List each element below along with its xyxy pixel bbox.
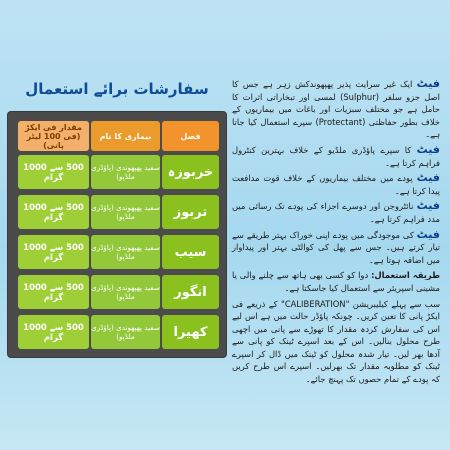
header-crop: فصل — [162, 121, 219, 151]
row-dose: 500 سے 1000 گرام — [18, 275, 89, 309]
row-dose: 500 سے 1000 گرام — [18, 235, 89, 269]
description-text — [232, 78, 440, 398]
paragraph-calibration: سب سے پہلے کیلیبریشن "CALIBERATION" کے ذریعے فی ایکڑ پانی کا تعین کریں۔ چونکہ پاؤڈر حالت میں ہے اس لیے اس کی سفارش کردہ مقدار کا تھوڑے سے پانی میں اچھی طرح محلول بنالیں۔ اس کے بعد اسپرے ٹینک کو پانی سے آدھا بھر لیں۔ تیار شدہ محلول کو ٹینک میں ڈال کر اسپرے ٹینک کو مطلوبہ مقدار تک بھرلیں۔ اسپرے اس طرح کریں کہ پودے کے تمام حصوں تک پہنچ جائے۔ — [232, 298, 440, 385]
table-title: سفارشات برائے استعمال — [25, 80, 209, 98]
paragraph-method: طریقہ استعمال: دوا کو کسی بھی ہاتھ سے چلنے والی یا مشینی اسپریئر سے استعمال کیا جاسکتا ہے۔ — [232, 270, 440, 293]
row-crop: کھیرا — [162, 315, 219, 349]
row-crop: خربوزہ — [162, 155, 219, 189]
row-disease: سفید پھپھوندی (پاؤڈری ملڈیو) — [91, 315, 160, 349]
paragraph-control: فیٹ کا سپرے پاؤڈری ملڈیو کے خلاف بہترین کنٹرول فراہم کرتا ہے۔ — [232, 142, 440, 168]
row-disease: سفید پھپھوندی (پاؤڈری ملڈیو) — [91, 155, 160, 189]
row-disease: سفید پھپھوندی (پاؤڈری ملڈیو) — [91, 235, 160, 269]
row-disease: سفید پھپھوندی (پاؤڈری ملڈیو) — [91, 195, 160, 229]
paragraph-intro: فیٹ ایک غیر سرایت پذیر پھپھوندکش زہر ہے جس کا اصل جزو سلفر (Sulphur) لمسی اور تبخاراتی اثرات کا حامل ہے جو مختلف سبزیات اور باغات میں بیماریوں کے خلاف بطور حفاظتی (Protectant) سپرے استعمال کیا جاتا ہے۔ — [232, 77, 440, 140]
header-disease: بیماری کا نام — [91, 121, 160, 151]
row-dose: 500 سے 1000 گرام — [18, 195, 89, 229]
row-crop: سیب — [162, 235, 219, 269]
row-disease: سفید پھپھوندی (پاؤڈری ملڈیو) — [91, 275, 160, 309]
row-crop: تربوز — [162, 195, 219, 229]
row-dose: 500 سے 1000 گرام — [18, 315, 89, 349]
header-dose: مقدار فی ایکڑ (فی 100 لیٹر پانی) — [18, 121, 89, 151]
paragraph-immunity: فیٹ پودے میں مختلف بیماریوں کے خلاف قوت مدافعت پیدا کرتا ہے۔ — [232, 171, 440, 196]
row-crop: انگور — [162, 275, 219, 309]
paragraph-nitrogen: فیٹ نائٹروجن اور دوسرے اجزاء کی پودے تک رسائی میں مدد فراہم کرتا ہے۔ — [232, 199, 440, 224]
brand-name: فیٹ — [416, 77, 440, 90]
paragraph-quality: فیٹ کی موجودگی میں پودے اپنی خوراک بہتر طریقے سے تیار کرتے ہیں۔ جس سے پھل کی کوالٹی بہتر اور پیداوار میں اضافہ ہوتا ہے۔ — [232, 227, 440, 265]
row-dose: 500 سے 1000 گرام — [18, 155, 89, 189]
